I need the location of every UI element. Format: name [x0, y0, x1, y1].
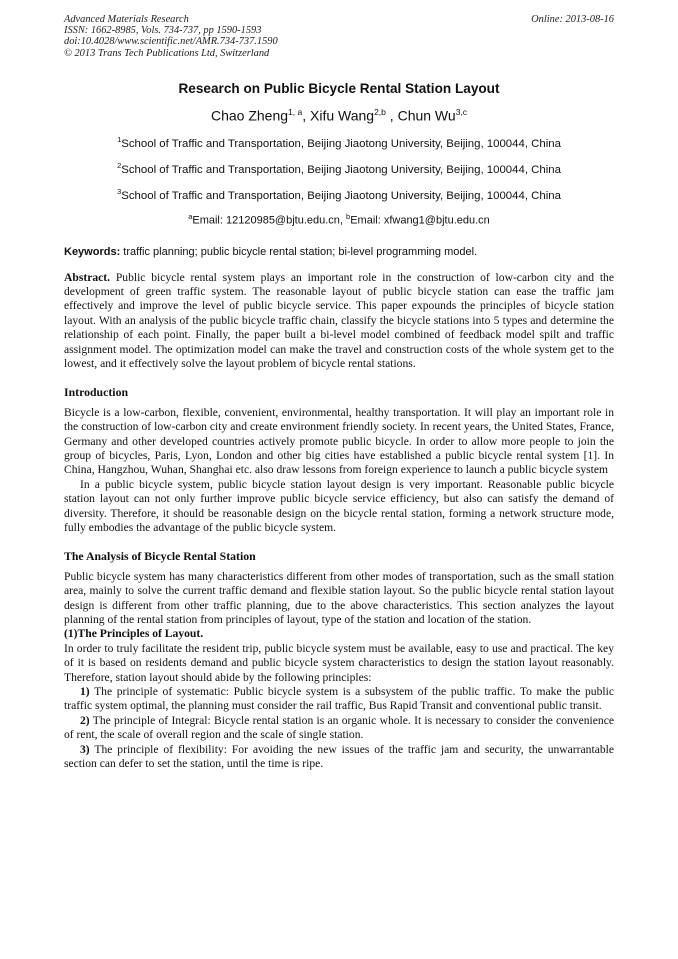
paper-title: Research on Public Bicycle Rental Station Layout	[178, 80, 500, 96]
section-heading-analysis: The Analysis of Bicycle Rental Station	[64, 549, 256, 564]
principle-item: 3) The principle of flexibility: For avoiding the new issues of the traffic jam and security, the unwarrantable section can defer to set the station, until the time is ripe.	[64, 742, 614, 771]
copyright-line: © 2013 Trans Tech Publications Ltd, Switzerland	[64, 47, 270, 59]
journal-name: Advanced Materials Research	[64, 14, 189, 25]
author-sup: 3,c	[455, 106, 468, 117]
intro-paragraph-1: Bicycle is a low-carbon, flexible, convenient, environmental, healthy transportation. It will play an important role in the construction of low-carbon city and create environment friendly society. In recent years, the United States, France, Germany and other developed countries actively promote public bicycle. In order to allow more people to join the group of bicycles, Paris, Lyon, London and other big cities have established a public bicycle rental system [1]. In China, Hangzhou, Wuhan, Shanghai etc. also draw lessons from foreign experience to launch a public bicycle system	[64, 405, 614, 477]
author-sup: 1, a	[288, 106, 303, 117]
affiliation-line: $^1$School of Traffic and Transportation, Beijing Jiaotong University, Beijing, 100044, China	[117, 135, 561, 151]
section-heading-introduction: Introduction	[64, 385, 129, 400]
affiliation-line: $^3$School of Traffic and Transportation, Beijing Jiaotong University, Beijing, 100044, China	[117, 187, 561, 202]
principle-item: 1) The principle of systematic: Public bicycle system is a subsystem of the public traffic. To make the public traffic system optimal, the planning must consider the rail traffic, Bus Rapid Transit and conventional public transit.	[64, 685, 614, 713]
abstract	[64, 271, 614, 372]
issn-line: ISSN: 1662-8985, Vols. 734-737, pp 1590-1593	[64, 25, 262, 37]
keywords	[64, 245, 614, 259]
intro-paragraph-2: In a public bicycle system, public bicycle station layout design is very important. Reasonable public bicycle station layout can not only further improve public bicycle service efficiency, but also can satisfy the demand of diversity. Therefore, it should be reasonable design on the bicycle rental station, forming a network structure mode, fully embodies the advantage of the public bicycle system.	[64, 477, 614, 535]
doi-line: doi:10.4028/www.scientific.net/AMR.734-737.1590	[64, 36, 278, 48]
author-sup: 2,b	[374, 106, 386, 117]
abstract-label: Abstract.	[64, 270, 111, 284]
affiliations	[64, 129, 614, 206]
keywords-text: traffic planning; public bicycle rental station; bi-level programming model.	[120, 245, 478, 258]
analysis-paragraph-2: In order to truly facilitate the resident trip, public bicycle system must be available, easy to use and practical. The key of it is based on residents demand and public bicycle system characteristics to design the station layout reasonably. Therefore, station layout should abide by the following principles:	[64, 641, 614, 684]
author-list: Chao Zheng$^{1, a}$, Xifu Wang$^{2,b}$ , Chun Wu$^{3,c}$	[210, 106, 468, 124]
journal-header	[64, 14, 614, 59]
keywords-label: Keywords:	[64, 245, 121, 258]
affiliation-line: $^2$School of Traffic and Transportation, Beijing Jiaotong University, Beijing, 100044, China	[117, 161, 561, 177]
author-name: Chao Zheng	[210, 107, 289, 124]
abstract-text: Public bicycle rental system plays an important role in the construction of low-carbon city and the development of green traffic system. The reasonable layout of public bicycle station can ease the traffic jam effectively and improve the level of public bicycle service. This paper expounds the principles of bicycle station layout. With an analysis of the public bicycle traffic chain, classify the bicycle stations into 5 types and determine the relationship of each point. Finally, the paper built a bi-level model combined of feedback model spilt and traffic assignment model. The optimization model can make the travel and construction costs of the whole system get to the lowest, and it effectively solve the layout problem of bicycle rental stations.	[64, 270, 614, 370]
analysis-paragraph-1: Public bicycle system has many characteristics different from other modes of transportation, such as the small station area, mainly to solve the current traffic demand and flexible station layout. So the public bicycle rental station layout design is different from other traffic planning, due to the above characteristics. This section analyzes the layout planning of the rental station from principles of layout, type of the station and location of the station.	[64, 569, 614, 627]
subsection-heading-principles: (1)The Principles of Layout.	[64, 627, 204, 641]
author-name: Xifu Wang	[310, 107, 375, 124]
principle-item: 2) The principle of Integral: Bicycle rental station is an organic whole. It is necessary to consider the convenience of rent, the scale of overall region and the scale of single station.	[64, 713, 614, 742]
online-date: Online: 2013-08-16	[531, 14, 614, 25]
email-line: $^a$Email: 12120985@bjtu.edu.cn, $^b$Email: xfwang1@bjtu.edu.cn	[188, 211, 490, 227]
author-name: Chun Wu	[397, 107, 456, 124]
